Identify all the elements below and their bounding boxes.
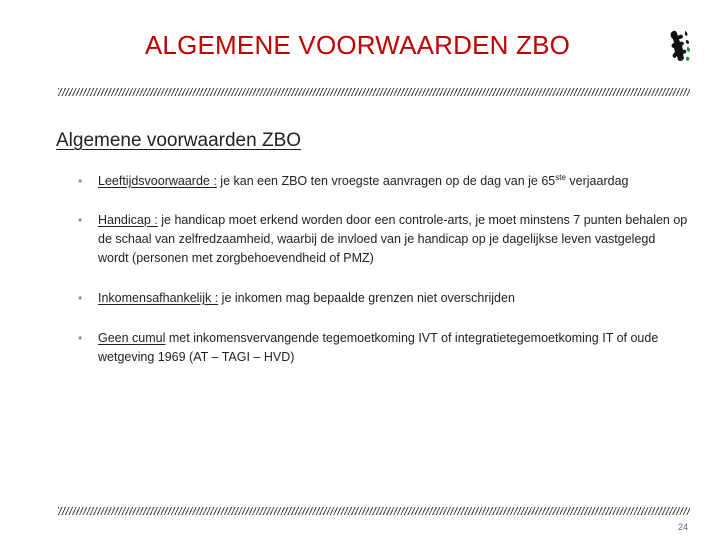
bullet-marker: • <box>78 291 83 305</box>
bullet-income-condition <box>78 289 688 308</box>
bullet-term: Handicap : <box>98 213 158 227</box>
bullet-marker: • <box>78 213 83 227</box>
bullet-list <box>78 172 688 367</box>
flemish-lion-logo-icon <box>667 27 693 65</box>
bullet-marker: • <box>78 331 83 345</box>
bullet-term: Leeftijdsvoorwaarde : <box>98 174 217 188</box>
bullet-text: je kan een ZBO ten vroegste aanvragen op de dag van je 65 <box>216 174 556 188</box>
bullet-handicap-condition <box>78 211 688 268</box>
bullet-term: Geen cumul <box>98 331 166 345</box>
bullet-text-after: verjaardag <box>565 174 629 188</box>
hatch-divider-bottom <box>58 507 690 515</box>
bullet-marker: • <box>78 174 83 188</box>
bullet-text: met inkomensvervangende tegemoetkoming IVT of integratietegemoetkoming IT of oude wetgeving 1969 (AT – TAGI – HVD) <box>98 331 659 364</box>
bullet-term: Inkomensafhankelijk : <box>98 291 219 305</box>
bullet-age-condition <box>78 172 688 191</box>
hatch-divider-top <box>58 88 690 96</box>
bullet-text: je handicap moet erkend worden door een controle-arts, je moet minstens 7 punten behalen op de schaal van zelfredzaamheid, waarbij de invloed van je handicap op je dagelijkse leven vastgelegd wordt (personen met zorgbehoevendheid of PMZ) <box>98 213 688 265</box>
section-subtitle: Algemene voorwaarden ZBO <box>56 130 302 151</box>
bullet-text: je inkomen mag bepaalde grenzen niet overschrijden <box>218 291 515 305</box>
bullet-superscript: ste <box>555 172 566 182</box>
page-number: 24 <box>678 522 689 532</box>
slide-title: ALGEMENE VOORWAARDEN ZBO <box>144 30 571 60</box>
bullet-no-cumulation <box>78 329 688 367</box>
